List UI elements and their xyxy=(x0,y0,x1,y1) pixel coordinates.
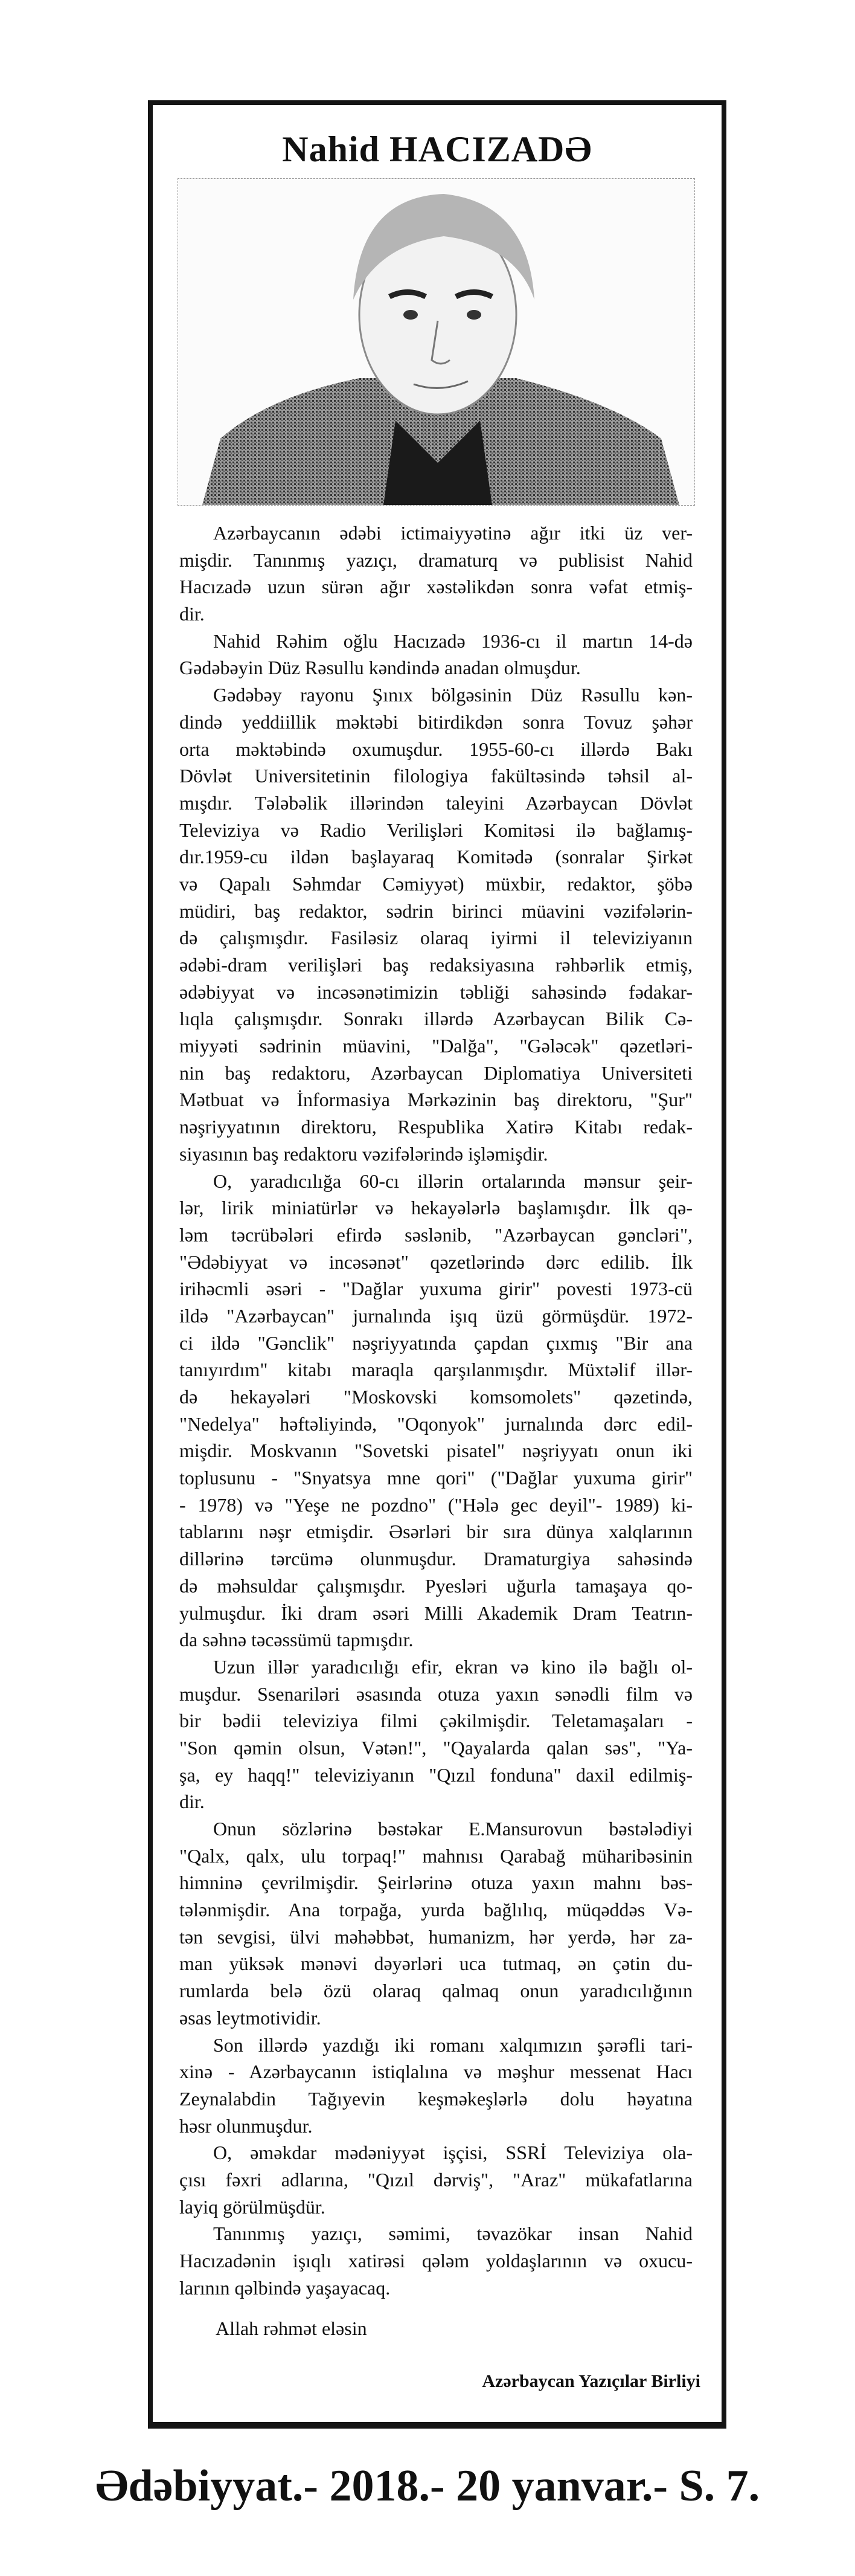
paragraph xyxy=(179,2220,693,2301)
text-line: Gədəbəyin Düz Rəsullu kəndində anadan olmuşdur. xyxy=(179,657,581,679)
text-line: O, yaradıcılığa 60-cı illərin ortalarında mənsur şeir- xyxy=(213,1170,693,1192)
text-line: ləm təcrübələri efirdə səslənib, "Azərbaycan gəncləri", xyxy=(179,1223,693,1246)
text-line: "Ədəbiyyat və incəsənət" qəzetlərində dərc edilib. İlk xyxy=(179,1251,693,1273)
paragraph xyxy=(179,681,693,1167)
text-line: tələnmişdir. Ana torpağa, yurda bağlılıq, müqəddəs Və- xyxy=(179,1899,693,1921)
paragraph xyxy=(179,2139,693,2220)
text-line: mışdır. Tələbəlik illərindən taleyini Azərbaycan Dövlət xyxy=(179,791,693,814)
text-line: Onun sözlərinə bəstəkar E.Mansurovun bəstələdiyi xyxy=(213,1818,693,1840)
text-line: O, əməkdar mədəniyyət işçisi, SSRİ Televiziya ola- xyxy=(213,2142,693,2164)
text-line: ildə "Azərbaycan" jurnalında işıq üzü görmüşdür. 1972- xyxy=(179,1304,693,1327)
text-line: siyasının baş redaktoru vəzifələrində işləmişdir. xyxy=(179,1142,548,1165)
paragraph xyxy=(179,2032,693,2140)
text-line: irihəcmli əsəri - "Dağlar yuxuma girir" povesti 1973-cü xyxy=(179,1278,693,1300)
text-line: larının qəlbində yaşayacaq. xyxy=(179,2276,391,2299)
paragraph xyxy=(179,1653,693,1815)
text-line: Mətbuat və İnformasiya Mərkəzinin baş direktoru, "Şur" xyxy=(179,1089,693,1111)
text-line: "Son qəmin olsun, Vətən!", "Qayalarda qalan səs", "Ya- xyxy=(179,1736,693,1759)
text-line: Dövlət Universitetinin filologiya fakültəsində təhsil al- xyxy=(179,765,693,787)
text-line: ədəbi-dram verilişləri baş redaksiyasına rəhbərlik etmiş, xyxy=(179,954,693,976)
signature: Azərbaycan Yazıçılar Birliyi xyxy=(482,2371,700,2391)
text-line: Azərbaycanın ədəbi ictimaiyyətinə ağır itki üz ver- xyxy=(213,522,693,544)
text-line: tanıyırdım" kitabı maraqla qarşılanmışdır. Müxtəlif illər- xyxy=(179,1359,693,1381)
paragraph xyxy=(179,1815,693,2032)
text-line: Hacızadənin işıqlı xatirəsi qələm yoldaşlarının və oxucu- xyxy=(179,2250,693,2272)
text-line: man yüksək mənəvi dəyərləri uca tutmaq, ən çətin du- xyxy=(179,1953,693,1975)
text-line: ədəbiyyat və incəsənətimizin təbliği sahəsində fədakar- xyxy=(179,980,693,1003)
closing-line: Allah rəhmət eləsin xyxy=(216,2317,367,2339)
text-line: xinə - Azərbaycanın istiqlalına və məşhur messenat Hacı xyxy=(179,2061,693,2083)
text-line: həsr olunmuşdur. xyxy=(179,2114,313,2137)
text-line: də hekayələri "Moskovski komsomolets" qəzetində, xyxy=(179,1386,693,1408)
text-line: Tanınmış yazıçı, səmimi, təvazökar insan Nahid xyxy=(213,2223,693,2245)
text-line: Gədəbəy rayonu Şınıx bölgəsinin Düz Rəsullu kən- xyxy=(213,684,693,706)
text-line: - 1978) və "Yeşe ne pozdno" ("Hələ gec deyil"- 1989) ki- xyxy=(179,1493,693,1516)
text-line: çısı fəxri adlarına, "Qızıl dərviş", "Araz" mükafatlarına xyxy=(179,2168,693,2191)
text-line: nəşriyyatının direktoru, Respublika Xatirə Kitabı redak- xyxy=(179,1116,693,1138)
text-line: Nahid Rəhim oğlu Hacızadə 1936-cı il martın 14-də xyxy=(213,630,693,652)
text-line: "Qalx, qalx, ulu torpaq!" mahnısı Qarabağ müharibəsinin xyxy=(179,1844,693,1867)
text-line: əsas leytmotividir. xyxy=(179,2006,321,2029)
text-line: Hacızadə uzun sürən ağır xəstəlikdən sonra vəfat etmiş- xyxy=(179,576,693,598)
text-line: müdiri, baş redaktor, sədrin birinci müavini vəzifələrin- xyxy=(179,900,693,922)
text-line: tən sevgisi, ülvi məhəbbət, humanizm, hər yerdə, hər za- xyxy=(179,1925,693,1948)
text-line: "Nedelya" həftəliyində, "Oqonyok" jurnalında dərc edil- xyxy=(179,1412,693,1435)
text-line: də məhsuldar çalışmışdır. Pyesləri uğurla tamaşaya qo- xyxy=(179,1574,693,1597)
text-line: rumlarda belə özü olaraq qalmaq onun yaradıcılığının xyxy=(179,1980,693,2002)
text-line: layiq görülmüşdür. xyxy=(179,2195,325,2218)
text-line: muşdur. Ssenariləri əsasında otuza yaxın sənədli film və xyxy=(179,1682,693,1705)
text-line: ci ildə "Gənclik" nəşriyyatında çapdan çıxmış "Bir ana xyxy=(179,1331,693,1354)
text-line: bir bədii televiziya filmi çəkilmişdir. Teletamaşaları - xyxy=(179,1710,693,1732)
paragraph xyxy=(179,628,693,681)
text-line: Uzun illər yaradıcılığı efir, ekran və kino ilə bağlı ol- xyxy=(213,1655,693,1678)
portrait-image xyxy=(178,179,694,505)
obituary-title: Nahid HACIZADƏ xyxy=(282,129,592,169)
text-line: himninə çevrilmişdir. Şeirlərinə otuza yaxın mahnı bəs- xyxy=(179,1872,693,1894)
text-line: yulmuşdur. İki dram əsəri Milli Akademik Dram Teatrın- xyxy=(179,1602,693,1624)
text-line: və Qapalı Səhmdar Cəmiyyət) müxbir, redaktor, şöbə xyxy=(179,872,693,895)
text-line: lər, lirik miniatürlər və hekayələrlə başlamışdır. İlk qə- xyxy=(179,1197,693,1219)
portrait-photo xyxy=(178,178,695,506)
text-line: da səhnə təcəssümü tapmışdır. xyxy=(179,1629,414,1651)
paragraph xyxy=(179,1168,693,1653)
text-line: dır.1959-cu ildən başlayaraq Komitədə (sonralar Şirkət xyxy=(179,846,693,868)
text-line: də çalışmışdır. Fasiləsiz olaraq iyirmi il televiziyanın xyxy=(179,927,693,949)
obituary-body xyxy=(179,520,693,2301)
text-line: Zeynalabdin Tağıyevin keşməkeşlərlə dolu həyatına xyxy=(179,2087,693,2110)
text-line: lıqla çalışmışdır. Sonrakı illərdə Azərbaycan Bilik Cə- xyxy=(179,1008,693,1030)
text-line: tablarını nəşr etmişdir. Əsərləri bir sıra dünya xalqlarının xyxy=(179,1521,693,1543)
text-line: mişdir. Tanınmış yazıçı, dramaturq və publisist Nahid xyxy=(179,549,693,571)
text-line: toplusunu - "Snyatsya mne qori" ("Dağlar yuxuma girir" xyxy=(179,1467,693,1489)
text-line: miyyəti sədrinin müavini, "Dalğa", "Gələcək" qəzetləri- xyxy=(179,1035,693,1057)
paragraph xyxy=(179,520,693,628)
text-line: şa, ey haqq!" televiziyanın "Qızıl fonduna" daxil edilmiş- xyxy=(179,1763,693,1786)
text-line: dir. xyxy=(179,1791,205,1813)
text-line: dillərinə tərcümə olunmuşdur. Dramaturgiya sahəsində xyxy=(179,1548,693,1570)
text-line: orta məktəbində oxumuşdur. 1955-60-cı illərdə Bakı xyxy=(179,738,693,760)
source-citation: Ədəbiyyat.- 2018.- 20 yanvar.- S. 7. xyxy=(95,2461,760,2511)
text-line: mişdir. Moskvanın "Sovetski pisatel" nəşriyyatı onun iki xyxy=(179,1440,693,1462)
text-line: Son illərdə yazdığı iki romanı xalqımızın şərəfli tari- xyxy=(213,2033,693,2056)
text-line: Televiziya və Radio Verilişləri Komitəsi ilə bağlamış- xyxy=(179,819,693,841)
text-line: dində yeddiillik məktəbi bitirdikdən sonra Tovuz şəhər xyxy=(179,710,693,733)
text-line: dir. xyxy=(179,603,205,625)
text-line: nin baş redaktoru, Azərbaycan Diplomatiya Universiteti xyxy=(179,1061,693,1084)
